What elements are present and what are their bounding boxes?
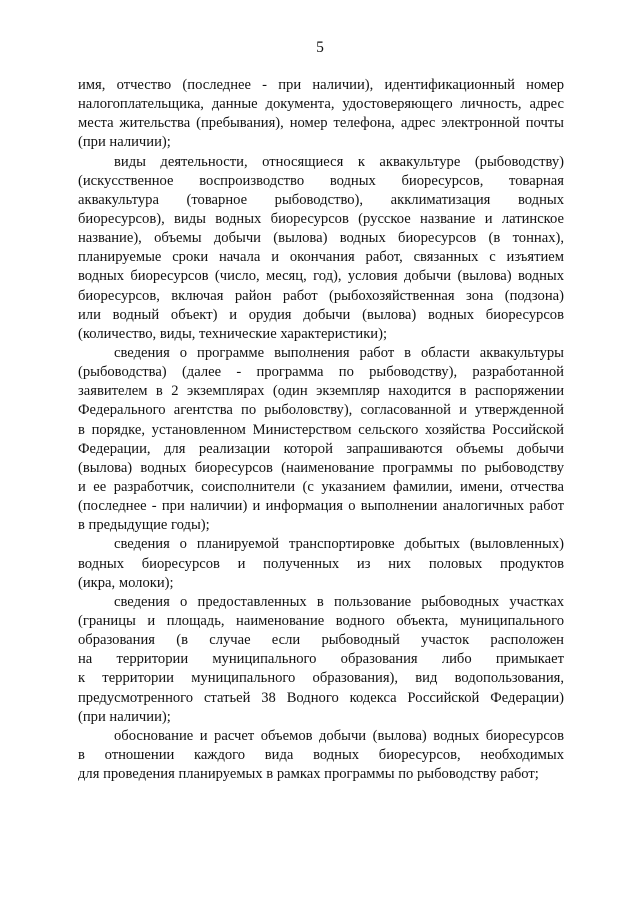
paragraph — [78, 535, 564, 592]
text-line: обоснование и расчет объемов добычи (вылова) водных биоресурсов — [114, 727, 564, 744]
text-line: сведения о планируемой транспортировке добытых (выловленных) — [114, 536, 564, 553]
text-line: места жительства (пребывания), номер телефона, адрес электронной почты — [78, 115, 564, 132]
paragraph — [78, 76, 564, 153]
text-line: биоресурсов, включая район работ (рыбохозяйственная зона (подзона) — [78, 287, 564, 304]
text-line: и ее разработчик, соисполнители (с указанием фамилии, имени, отчества — [78, 478, 564, 495]
text-line: сведения о предоставленных в пользование рыбоводных участках — [114, 593, 564, 610]
text-line: (последнее - при наличии) и информация о выполнении аналогичных работ — [78, 498, 564, 515]
text-line: в предыдущие годы); — [78, 517, 210, 534]
text-line: планируемые сроки начала и окончания работ, связанных с изъятием — [78, 249, 564, 266]
text-line: виды деятельности, относящиеся к аквакультуре (рыбоводству) — [114, 153, 564, 170]
text-line: водных биоресурсов (число, месяц, год), условия добычи (вылова) водных — [78, 268, 564, 285]
text-line: (при наличии); — [78, 708, 171, 725]
text-line: (икра, молоки); — [78, 574, 174, 591]
text-line: налогоплательщика, данные документа, удостоверяющего личность, адрес — [78, 96, 564, 113]
paragraph — [78, 593, 564, 727]
text-line: заявителем в 2 экземплярах (один экземпляр находится в распоряжении — [78, 383, 564, 400]
text-line: Федерального агентства по рыболовству), согласованной и утвержденной — [78, 402, 564, 419]
text-line: в порядке, установленном Министерством сельского хозяйства Российской — [78, 421, 564, 438]
text-line: Федерации, для реализации которой запрашиваются объемы добычи — [78, 440, 564, 457]
text-line: на территории муниципального образования либо примыкает — [78, 651, 564, 668]
text-line: (искусственное воспроизводство водных биоресурсов, товарная — [78, 172, 564, 189]
text-line: (границы и площадь, наименование водного объекта, муниципального — [78, 612, 564, 629]
text-line: имя, отчество (последнее - при наличии), идентификационный номер — [78, 77, 564, 93]
text-line: биоресурсов), виды водных биоресурсов (русское название и латинское — [78, 210, 564, 227]
text-line: для проведения планируемых в рамках программы по рыбоводству работ; — [78, 766, 539, 783]
document-body — [78, 76, 564, 784]
text-line: (количество, виды, технические характеристики); — [78, 325, 388, 342]
text-line: предусмотренного статьей 38 Водного кодекса Российской Федерации) — [78, 689, 564, 706]
paragraph — [78, 153, 564, 344]
text-line: к территории муниципального образования), вид водопользования, — [78, 670, 564, 687]
text-line: (рыбоводства) (далее - программа по рыбоводству), разработанной — [78, 364, 564, 381]
paragraph — [78, 727, 564, 784]
page-number: 5 — [316, 39, 324, 56]
text-line: аквакультура (товарное рыбоводство), акклиматизация водных — [78, 191, 564, 208]
paragraph — [78, 344, 564, 535]
text-line: (вылова) водных биоресурсов (наименование программы по рыбоводству — [78, 459, 564, 476]
text-line: или водный объект) и орудия добычи (вылова) водных биоресурсов — [78, 306, 564, 323]
text-line: водных биоресурсов и полученных из них половых продуктов — [78, 555, 564, 572]
text-line: (при наличии); — [78, 134, 171, 151]
text-line: в отношении каждого вида водных биоресурсов, необходимых — [78, 746, 564, 763]
text-line: образования (в случае если рыбоводный участок расположен — [78, 632, 564, 649]
text-line: сведения о программе выполнения работ в области аквакультуры — [114, 344, 564, 361]
text-line: название), объемы добычи (вылова) водных биоресурсов (в тоннах), — [78, 230, 564, 247]
